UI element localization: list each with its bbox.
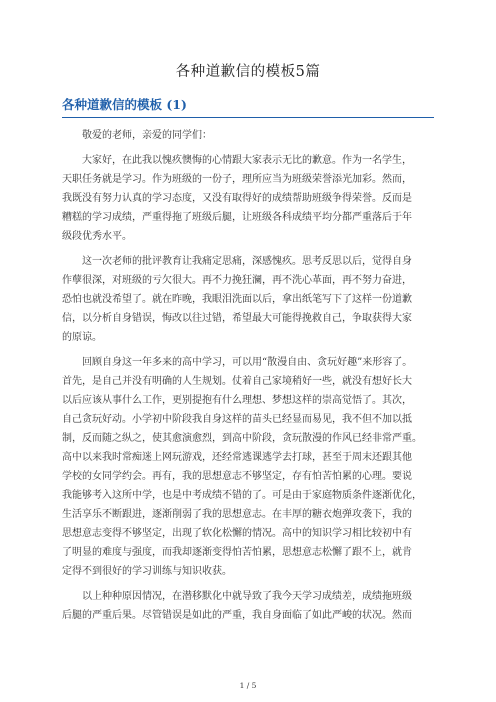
text-line: 以后应该从事什么工作，更别提抱有什么理想、梦想这样的崇高觉悟了。其次， — [62, 395, 412, 406]
paragraph — [62, 252, 434, 347]
text-line: 大家好，在此我以愧疚懊悔的心情跟大家表示无比的歉意。作为一名学生， — [62, 155, 412, 166]
text-line: 高中以来我时常痴迷上网玩游戏，还经常逃课逃学去打球，甚至于周末还跟其他 — [62, 452, 412, 463]
letter-body — [62, 126, 434, 631]
text-line: 学校的女同学约会。再有，我的思想意志不够坚定，存有怕苦怕累的心理。要说 — [62, 471, 412, 482]
paragraph — [62, 151, 434, 246]
paragraph — [62, 587, 434, 625]
paragraph — [62, 353, 434, 581]
text-line: 信，以分析自身错误，悔改以往过错，希望最大可能得挽救自己，争取获得大家 — [62, 313, 412, 324]
text-line: 级段优秀水平。 — [62, 231, 132, 242]
text-line: 天职任务就是学习。作为班级的一份子，理所应当为班级荣誉添光加彩。然而， — [62, 174, 412, 185]
text-line: 制，反而随之纵之，使其愈演愈烈，到高中阶段，贪玩散漫的作风已经非常严重。 — [62, 433, 422, 444]
text-line: 恐怕也就没希望了。就在昨晚，我眼泪洗面以后，拿出纸笔写下了这样一份道歉 — [62, 294, 412, 305]
text-line: 我能够考入这所中学，也是中考成绩不错的了。可是由于家庭物质条件逐渐优化， — [62, 490, 422, 501]
document-title: 各种道歉信的模板5篇 — [175, 64, 321, 80]
text-line: 自己贪玩好动。小学初中阶段我自身这样的苗头已经显而易见，我不但不加以抵 — [62, 414, 412, 425]
text-line: 糟糕的学习成绩，严重得拖了班级后腿，让班级各科成绩平均分都严重落后于年 — [62, 212, 412, 223]
text-line: 定得不到很好的学习训练与知识收获。 — [62, 566, 232, 577]
text-line: 后腿的严重后果。尽管错误是如此的严重，我自身面临了如此严峻的状况。然而 — [62, 610, 412, 621]
text-line: 这一次老师的批评教育让我痛定思痛，深感愧疚。思考反思以后，觉得自身 — [62, 256, 412, 267]
text-line: 首先，是自己并没有明确的人生规划。仗着自己家境稍好一些，就没有想好长大 — [62, 376, 412, 387]
text-line: 作孽很深，对班级的亏欠很大。再不力挽狂澜，再不洗心革面，再不努力奋进， — [62, 275, 412, 286]
text-line: 生活享乐不断跟进，逐渐削弱了我的思想意志。在丰厚的糖衣炮弹攻袭下，我的 — [62, 509, 412, 520]
text-line: 的原谅。 — [62, 332, 102, 343]
paragraph — [62, 126, 434, 145]
text-line: 了明显的难度与强度，而我却逐渐变得怕苦怕累，思想意志松懈了跟不上，就肯 — [62, 547, 412, 558]
text-line: 以上种种原因情况，在潜移默化中就导致了我今天学习成绩差，成绩拖班级 — [62, 591, 412, 602]
text-line: 回顾自身这一年多来的高中学习，可以用“散漫自由、贪玩好趣”来形容了。 — [62, 357, 413, 368]
section-heading: 各种道歉信的模板 (1) — [62, 96, 434, 118]
text-line: 思想意志变得不够坚定，出现了软化松懈的情况。高中的知识学习相比较初中有 — [62, 528, 412, 539]
text-line: 敬爱的老师，亲爱的同学们： — [62, 130, 212, 141]
page-number: 1 / 5 — [239, 681, 257, 690]
text-line: 我既没有努力认真的学习态度，又没有取得好的成绩帮助班级争得荣誉。反而是 — [62, 193, 412, 204]
